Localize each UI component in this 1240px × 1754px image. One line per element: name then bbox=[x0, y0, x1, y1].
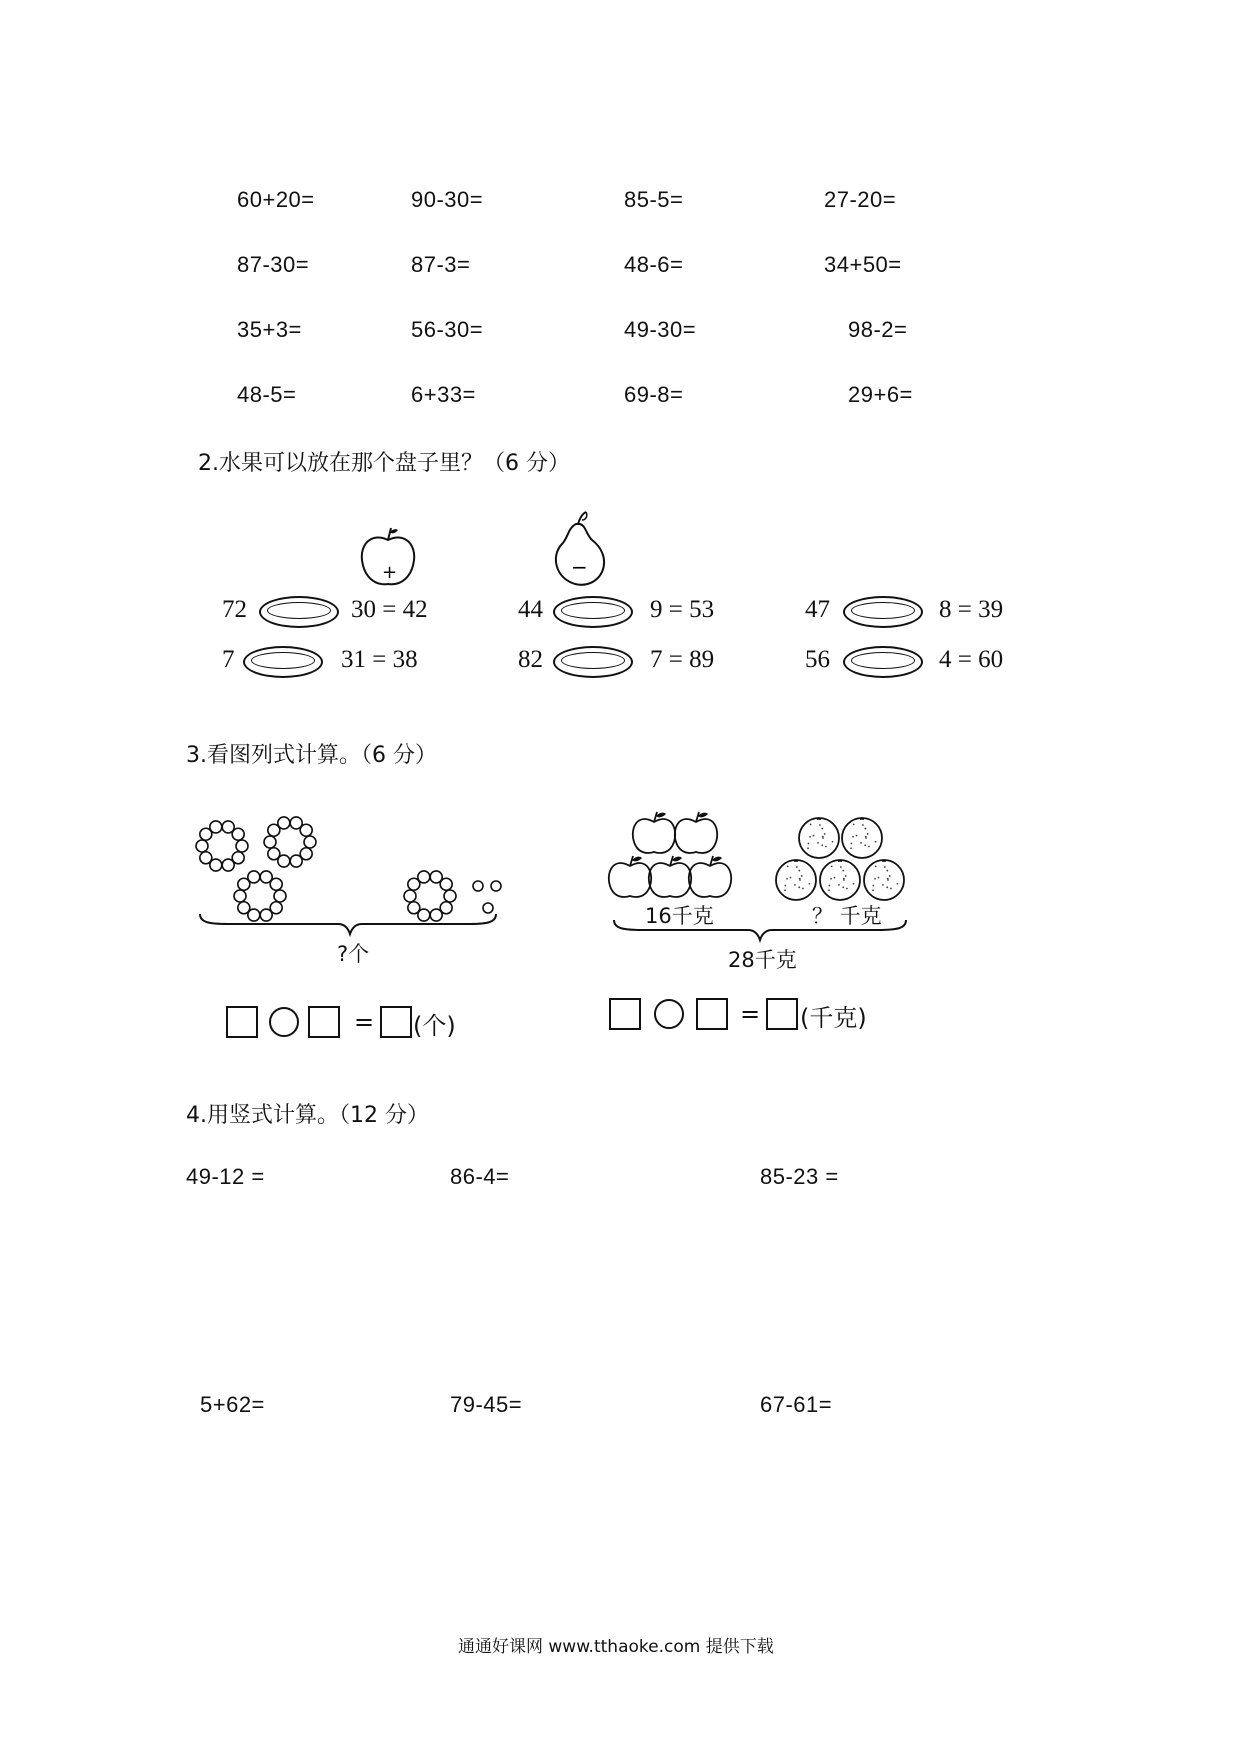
orange bbox=[776, 860, 816, 900]
bead bbox=[236, 840, 248, 852]
section3-heading: 3.看图列式计算。（6 分） bbox=[186, 743, 437, 768]
plate-icon[interactable] bbox=[259, 596, 339, 628]
bead bbox=[270, 878, 282, 890]
eq-right-part: 4 = 60 bbox=[939, 646, 1004, 673]
bead-ring bbox=[264, 817, 316, 867]
equals-sign: = bbox=[354, 1008, 375, 1036]
section4-heading: 4.用竖式计算。（12 分） bbox=[186, 1103, 429, 1128]
operator-circle[interactable] bbox=[654, 999, 684, 1029]
eq-left-number: 7 bbox=[222, 646, 235, 673]
apple bbox=[609, 856, 651, 897]
unit-label: (个) bbox=[413, 1012, 456, 1040]
bead bbox=[304, 836, 316, 848]
plate-icon[interactable] bbox=[843, 596, 923, 628]
total-weight-label: 28千克 bbox=[728, 948, 797, 972]
right-brace bbox=[612, 918, 908, 942]
orange bbox=[820, 860, 860, 900]
bead-ring bbox=[196, 821, 248, 871]
bead bbox=[300, 824, 312, 836]
calc-item: 48-5= bbox=[237, 382, 297, 407]
pear-symbol: − bbox=[571, 555, 588, 579]
apple-symbol: + bbox=[382, 562, 398, 583]
bead bbox=[290, 855, 302, 867]
eq-right-part: 7 = 89 bbox=[650, 646, 715, 673]
bead bbox=[278, 817, 290, 829]
bead bbox=[444, 890, 456, 902]
bead bbox=[234, 890, 246, 902]
plate-icon[interactable] bbox=[843, 646, 923, 678]
answer-box[interactable] bbox=[696, 998, 728, 1030]
section2-heading: 2.水果可以放在那个盘子里？（6 分） bbox=[198, 451, 570, 476]
operator-circle[interactable] bbox=[269, 1007, 299, 1037]
eq-right-part: 31 = 38 bbox=[341, 646, 418, 673]
calc-item: 90-30= bbox=[411, 187, 484, 212]
calc-item: 85-5= bbox=[624, 187, 684, 212]
bead bbox=[274, 890, 286, 902]
orange bbox=[864, 860, 904, 900]
calc-item: 49-30= bbox=[624, 317, 697, 342]
answer-box[interactable] bbox=[226, 1006, 258, 1038]
unit-label: (千克) bbox=[800, 1004, 867, 1032]
apple bbox=[675, 812, 717, 853]
left-brace bbox=[198, 912, 498, 936]
answer-box[interactable] bbox=[766, 998, 798, 1030]
eq-right-part: 30 = 42 bbox=[351, 596, 428, 623]
vertical-calc-problem: 86-4= bbox=[450, 1164, 510, 1189]
answer-box[interactable] bbox=[308, 1006, 340, 1038]
bead bbox=[222, 859, 234, 871]
footer-text: 通通好课网 www.tthaoke.com 提供下载 bbox=[458, 1637, 774, 1657]
calc-item: 27-20= bbox=[824, 187, 897, 212]
bead bbox=[200, 852, 212, 864]
bead bbox=[248, 871, 260, 883]
calc-item: 87-30= bbox=[237, 252, 310, 277]
eq-left-number: 72 bbox=[222, 596, 247, 623]
calc-item: 87-3= bbox=[411, 252, 471, 277]
calc-item: 69-8= bbox=[624, 382, 684, 407]
bead bbox=[264, 836, 276, 848]
calc-item: 60+20= bbox=[237, 187, 315, 212]
orange bbox=[842, 818, 882, 858]
calc-item: 6+33= bbox=[411, 382, 476, 407]
bead bbox=[196, 840, 208, 852]
calc-item: 29+6= bbox=[848, 382, 913, 407]
calc-item: 98-2= bbox=[848, 317, 908, 342]
eq-left-number: 56 bbox=[805, 646, 830, 673]
bead bbox=[268, 848, 280, 860]
bead bbox=[418, 871, 430, 883]
plate-icon[interactable] bbox=[243, 646, 323, 678]
eq-left-number: 44 bbox=[518, 596, 543, 623]
calc-item: 34+50= bbox=[824, 252, 902, 277]
calc-item: 56-30= bbox=[411, 317, 484, 342]
eq-right-part: 8 = 39 bbox=[939, 596, 1004, 623]
vertical-calc-problem: 67-61= bbox=[760, 1392, 833, 1417]
bead bbox=[440, 878, 452, 890]
vertical-calc-problem: 49-12 = bbox=[186, 1164, 265, 1189]
apple-icon bbox=[358, 526, 418, 588]
vertical-calc-problem: 85-23 = bbox=[760, 1164, 839, 1189]
loose-bead bbox=[491, 881, 501, 891]
left-brace-label: ?个 bbox=[337, 942, 370, 966]
oranges-weight-label: ？ 千克 bbox=[812, 904, 882, 928]
fruit-illustration bbox=[600, 808, 950, 908]
equals-sign: = bbox=[740, 1000, 761, 1028]
eq-left-number: 82 bbox=[518, 646, 543, 673]
plate-icon[interactable] bbox=[553, 596, 633, 628]
bead bbox=[210, 821, 222, 833]
apple bbox=[689, 856, 731, 897]
calc-item: 48-6= bbox=[624, 252, 684, 277]
answer-box[interactable] bbox=[609, 998, 641, 1030]
loose-bead bbox=[473, 881, 483, 891]
eq-right-part: 9 = 53 bbox=[650, 596, 715, 623]
bead bbox=[232, 828, 244, 840]
orange bbox=[799, 818, 839, 858]
apples-weight-label: 16千克 bbox=[645, 904, 714, 928]
bead bbox=[404, 890, 416, 902]
eq-left-number: 47 bbox=[805, 596, 830, 623]
apple bbox=[649, 856, 691, 897]
vertical-calc-problem: 5+62= bbox=[200, 1392, 265, 1417]
apple bbox=[633, 812, 675, 853]
vertical-calc-problem: 79-45= bbox=[450, 1392, 523, 1417]
pear-icon bbox=[550, 510, 608, 588]
plate-icon[interactable] bbox=[553, 646, 633, 678]
calc-item: 35+3= bbox=[237, 317, 302, 342]
answer-box[interactable] bbox=[380, 1006, 412, 1038]
